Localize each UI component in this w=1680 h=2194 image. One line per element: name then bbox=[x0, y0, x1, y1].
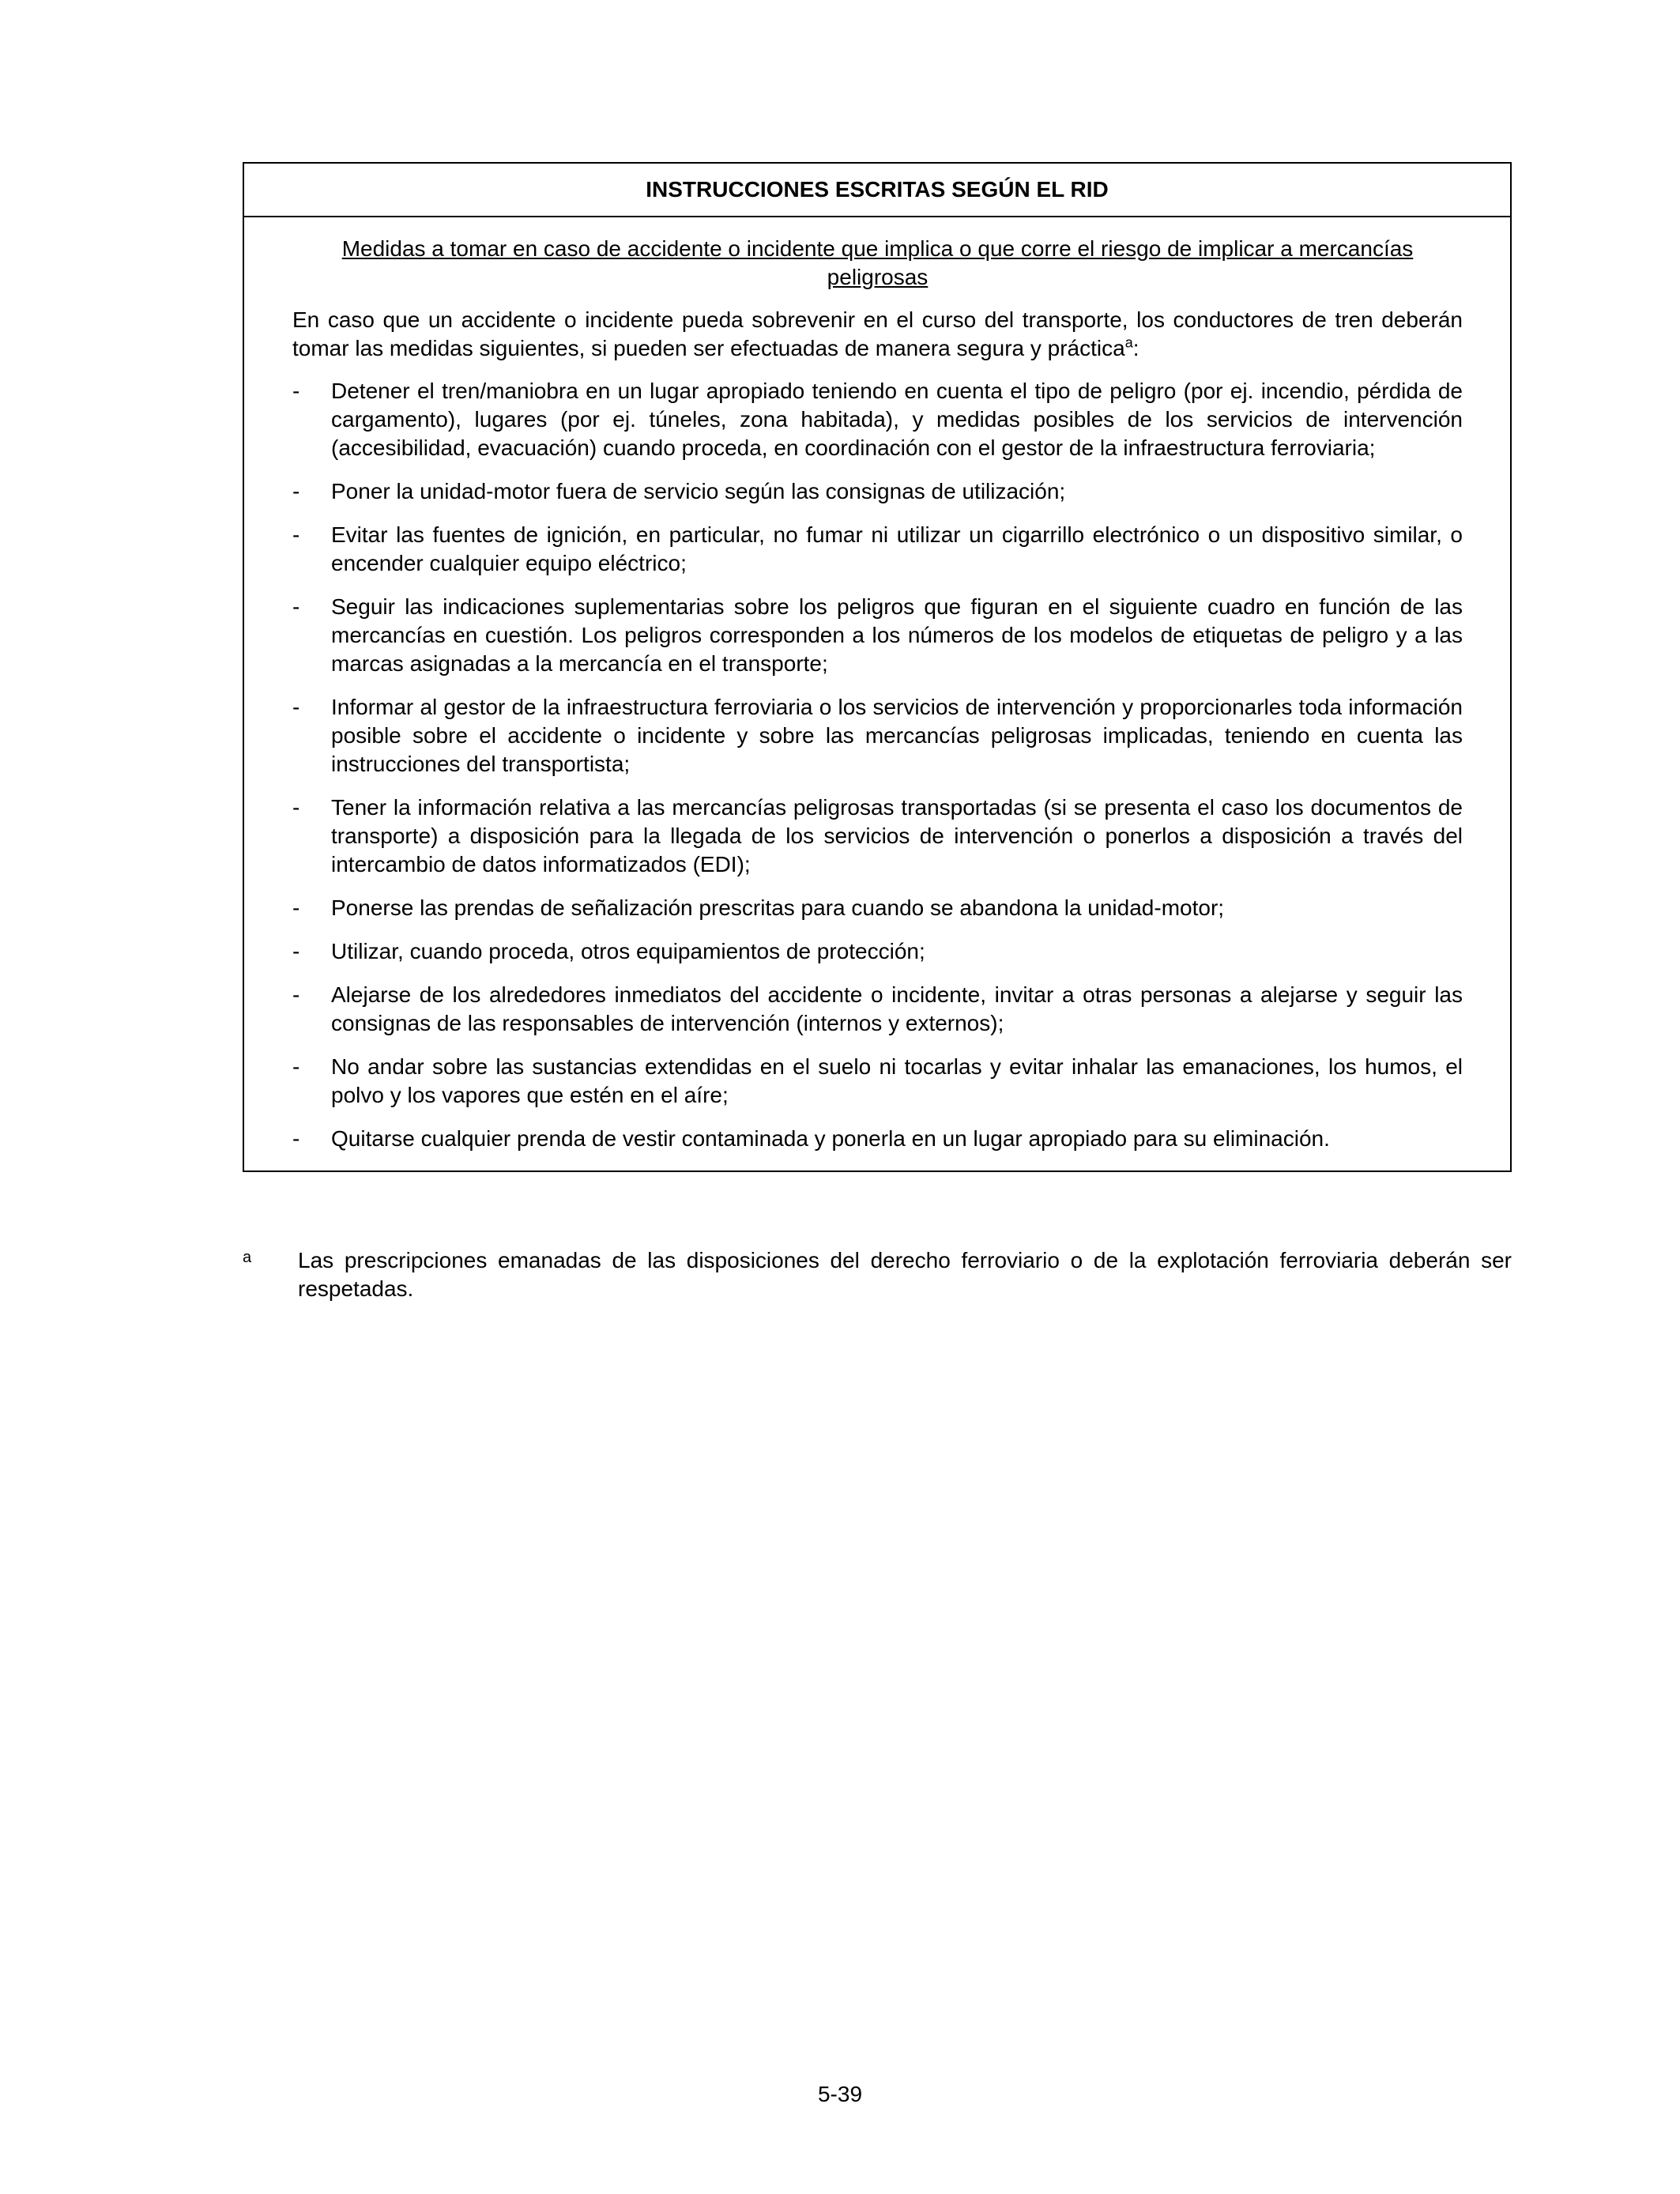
list-item-text: Seguir las indicaciones suplementarias sobre los peligros que figuran en el siguiente cuadro en función de las mercancías en cuestión. Los peligros corresponden a los números de los modelos de etiquetas de peligro y a las marcas asignadas a la mercancía en el transporte; bbox=[331, 594, 1463, 676]
measures-list bbox=[292, 377, 1463, 1153]
list-dash: - bbox=[292, 939, 300, 963]
box-subtitle: Medidas a tomar en caso de accidente o incidente que implica o que corre el riesgo de implicar a mercancías peligrosas bbox=[341, 236, 1414, 289]
instructions-box bbox=[243, 162, 1512, 1172]
list-dash: - bbox=[292, 695, 300, 719]
list-item bbox=[292, 937, 1463, 966]
list-dash: - bbox=[292, 522, 300, 547]
list-item bbox=[292, 693, 1463, 778]
list-item bbox=[292, 794, 1463, 879]
footnote bbox=[243, 1246, 1512, 1303]
list-dash: - bbox=[292, 982, 300, 1007]
intro-end: : bbox=[1132, 336, 1139, 360]
list-dash: - bbox=[292, 1126, 300, 1151]
list-item-text: Poner la unidad-motor fuera de servicio según las consignas de utilización; bbox=[331, 479, 1066, 503]
list-item-text: Alejarse de los alrededores inmediatos del accidente o incidente, invitar a otras personas a alejarse y seguir las consignas de las responsables de intervención (internos y externos); bbox=[331, 982, 1463, 1035]
list-item-text: Evitar las fuentes de ignición, en particular, no fumar ni utilizar un cigarrillo electrónico o un dispositivo similar, o encender cualquier equipo eléctrico; bbox=[331, 522, 1463, 575]
list-item bbox=[292, 377, 1463, 462]
list-item-text: Quitarse cualquier prenda de vestir contaminada y ponerla en un lugar apropiado para su eliminación. bbox=[331, 1126, 1330, 1151]
list-dash: - bbox=[292, 895, 300, 920]
list-item bbox=[292, 1125, 1463, 1153]
box-title: INSTRUCCIONES ESCRITAS SEGÚN EL RID bbox=[244, 164, 1510, 217]
list-item bbox=[292, 981, 1463, 1038]
list-item-text: Ponerse las prendas de señalización prescritas para cuando se abandona la unidad-motor; bbox=[331, 895, 1225, 920]
intro-paragraph bbox=[292, 306, 1463, 363]
list-dash: - bbox=[292, 379, 300, 403]
page-number: 5-39 bbox=[817, 2082, 863, 2106]
footnote-ref: a bbox=[1124, 334, 1133, 351]
list-item bbox=[292, 1053, 1463, 1110]
list-dash: - bbox=[292, 594, 300, 619]
list-dash: - bbox=[292, 795, 300, 820]
footnote-text: Las prescripciones emanadas de las disposiciones del derecho ferroviario o de la explotación ferroviaria deberán ser respetadas. bbox=[298, 1248, 1512, 1301]
list-item-text: Detener el tren/maniobra en un lugar apropiado teniendo en cuenta el tipo de peligro (por ej. incendio, pérdida de cargamento), lugares (por ej. túneles, zona habitada), y medidas posibles de los servicios de intervención (accesibilidad, evacuación) cuando proceda, en coordinación con el gestor de la infraestructura ferroviaria; bbox=[331, 379, 1463, 460]
list-dash: - bbox=[292, 479, 300, 503]
box-body bbox=[244, 217, 1510, 1171]
list-dash: - bbox=[292, 1054, 300, 1079]
list-item bbox=[292, 593, 1463, 678]
list-item bbox=[292, 477, 1463, 506]
list-item bbox=[292, 521, 1463, 578]
list-item bbox=[292, 894, 1463, 922]
intro-text: En caso que un accidente o incidente pueda sobrevenir en el curso del transporte, los conductores de tren deberán tomar las medidas siguientes, si pueden ser efectuadas de manera segura y práctica bbox=[292, 307, 1463, 360]
list-item-text: No andar sobre las sustancias extendidas en el suelo ni tocarlas y evitar inhalar las emanaciones, los humos, el polvo y los vapores que estén en el aíre; bbox=[331, 1054, 1463, 1107]
list-item-text: Informar al gestor de la infraestructura ferroviaria o los servicios de intervención y proporcionarles toda información posible sobre el accidente o incidente y sobre las mercancías peligrosas implicadas, teniendo en cuenta las instrucciones del transportista; bbox=[331, 695, 1463, 776]
footnote-mark: a bbox=[243, 1249, 252, 1266]
list-item-text: Tener la información relativa a las mercancías peligrosas transportadas (si se presenta el caso los documentos de transporte) a disposición para la llegada de los servicios de intervención o ponerlos a disposición a través del intercambio de datos informatizados (EDI); bbox=[331, 795, 1463, 876]
list-item-text: Utilizar, cuando proceda, otros equipamientos de protección; bbox=[331, 939, 925, 963]
